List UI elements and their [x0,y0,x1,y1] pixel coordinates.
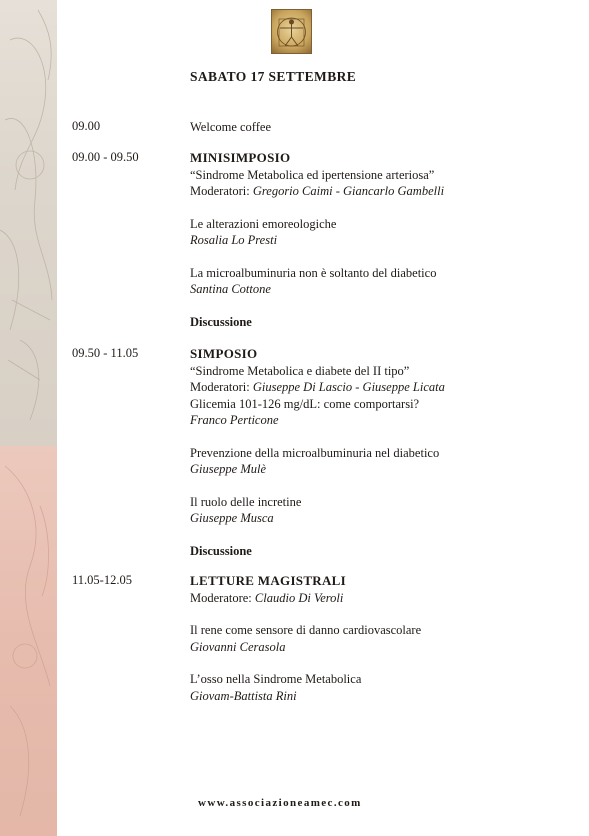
sketch-drawing-lower [0,446,57,836]
talk-title: La microalbuminuria non è soltanto del diabetico [190,265,437,280]
talk-speaker: Giuseppe Mulè [190,462,267,476]
session-content [190,573,580,704]
vitruvian-figure-icon [272,10,311,53]
time-slot: 11.05-12.05 [72,573,132,587]
time-slot: 09.00 [72,119,101,133]
session-content [190,150,580,330]
sidebar-sketch-top [0,0,57,446]
talk-speaker: Franco Perticone [190,413,279,427]
talk-title: L’osso nella Sindrome Metabolica [190,672,362,686]
talk-title: Il rene come sensore di danno cardiovascolare [190,623,422,637]
talk-title: Il ruolo delle incretine [190,494,302,509]
moderators-label: Moderatore: [190,590,255,605]
session-heading: SIMPOSIO [190,346,258,361]
session-subtitle: “Sindrome Metabolica e diabete del II tipo” [190,363,410,378]
session-heading: MINISIMPOSIO [190,150,291,165]
moderators-names: Gregorio Caimi - Giancarlo Gambelli [252,184,445,198]
session-content [190,119,580,136]
moderators-line [190,590,580,607]
website-url: www.associazioneamec.com [198,797,362,809]
talk-title: Prevenzione della microalbuminuria nel diabetico [190,445,440,460]
talk-speaker: Giuseppe Musca [190,511,274,525]
talk-title: Glicemia 101-126 mg/dL: come comportarsi? [190,396,420,411]
time-slot: 09.00 - 09.50 [72,150,139,164]
vitruvian-man-logo [271,9,312,54]
session-content [190,346,580,559]
sketch-drawing [0,0,57,446]
talk-speaker: Santina Cottone [190,282,271,296]
discussion-label: Discussione [190,543,252,558]
page-title: SABATO 17 SETTEMBRE [190,69,357,84]
moderators-label: Moderatori: [190,380,253,394]
talk-speaker: Giovam-Battista Rini [190,688,297,703]
talk-speaker: Rosalia Lo Presti [190,233,278,247]
moderators-line [190,183,580,200]
moderators-names: Claudio Di Veroli [254,590,344,605]
welcome-coffee-label: Welcome coffee [190,120,272,134]
moderators-line [190,379,580,396]
talk-title: Le alterazioni emoreologiche [190,216,337,231]
sidebar-sketch-bottom [0,446,57,836]
moderators-names: Giuseppe Di Lascio - Giuseppe Licata [252,380,445,394]
moderators-label: Moderatori: [190,184,253,198]
time-slot: 09.50 - 11.05 [72,346,139,360]
talk-speaker: Giovanni Cerasola [190,639,286,654]
session-heading: LETTURE MAGISTRALI [190,573,347,588]
discussion-label: Discussione [190,314,252,329]
session-subtitle: “Sindrome Metabolica ed ipertensione arteriosa” [190,167,435,182]
